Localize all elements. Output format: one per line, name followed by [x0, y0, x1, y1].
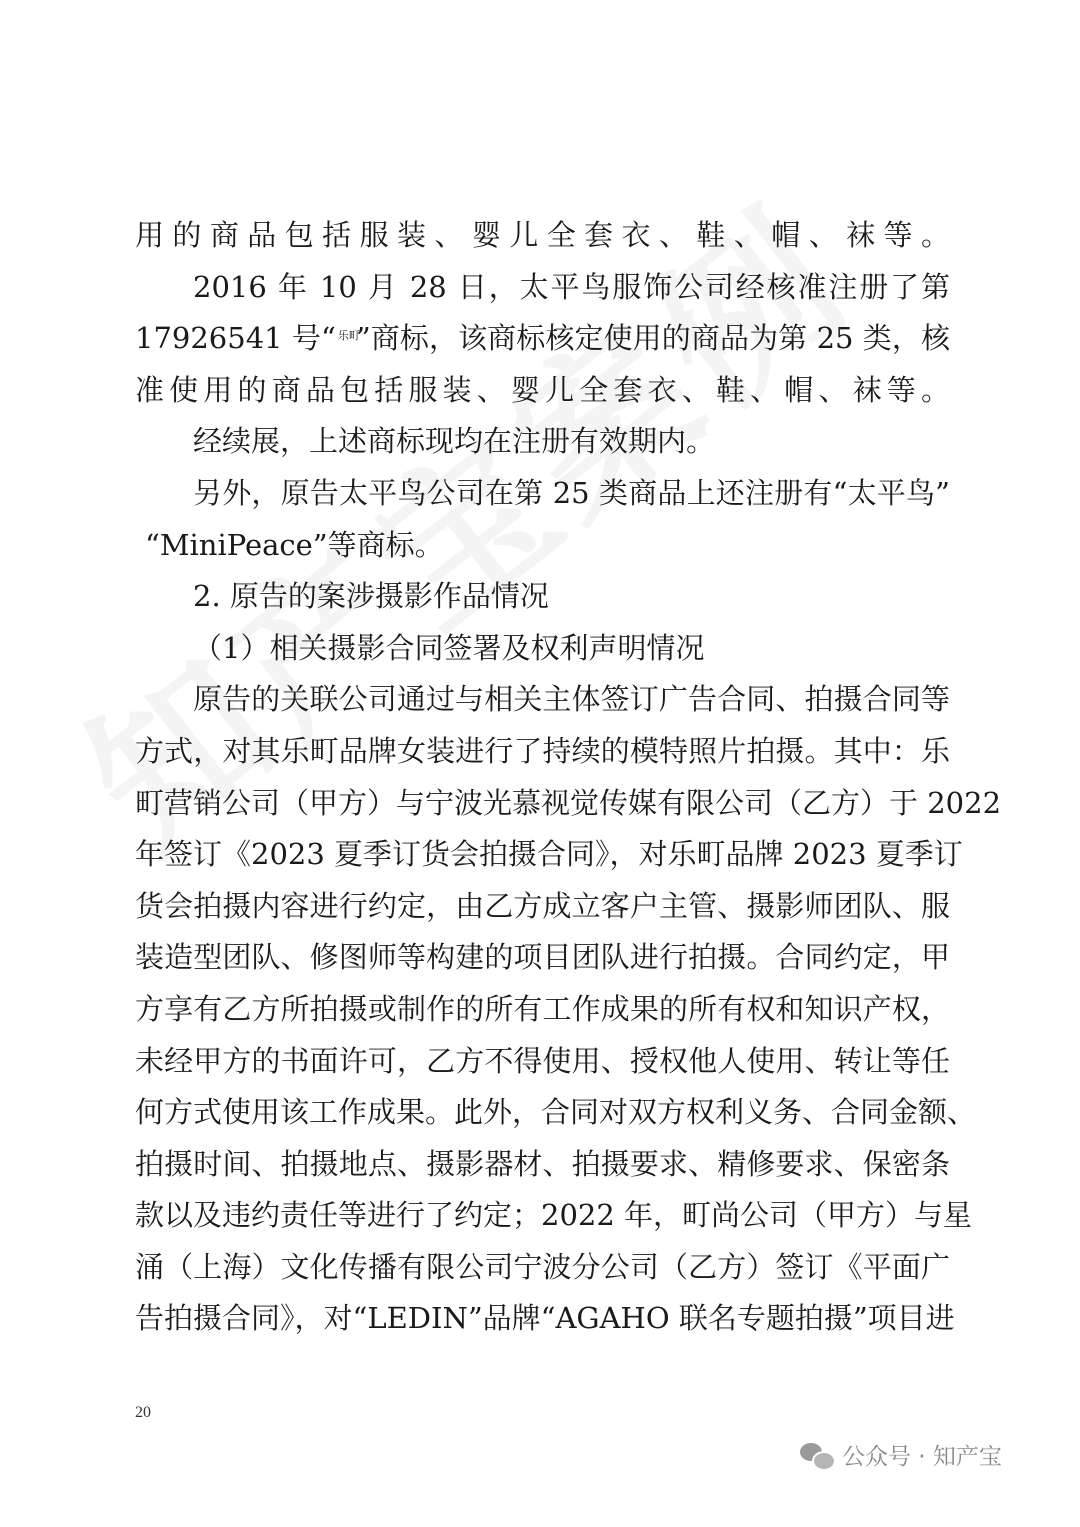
text-line: 年签订《2023 夏季订货会拍摄合同》，对乐町品牌 2023 夏季订 — [135, 837, 963, 872]
text-line: 2016 年 10 月 28 日，太平鸟服饰公司经核准注册了第 — [193, 269, 950, 304]
text-line: 拍摄时间、拍摄地点、摄影器材、拍摄要求、精修要求、保密条 — [135, 1146, 950, 1181]
section-heading: 2. 原告的案涉摄影作品情况 — [193, 579, 549, 614]
text-line: 原告的关联公司通过与相关主体签订广告合同、拍摄合同等 — [193, 682, 950, 717]
text-line: 涌（上海）文化传播有限公司宁波分公司（乙方）签订《平面广 — [135, 1249, 950, 1284]
text-line: 准使用的商品包括服装、婴儿全套衣、鞋、帽、袜等。 — [135, 372, 950, 407]
text-line: 何方式使用该工作成果。此外，合同对双方权利义务、合同金额、 — [135, 1095, 977, 1130]
text-line: 告拍摄合同》，对“LEDIN”品牌“AGAHO 联名专题拍摄”项目进 — [135, 1301, 955, 1336]
text-segment: 17926541 号“ — [135, 321, 336, 356]
text-line: 另外，原告太平鸟公司在第 25 类商品上还注册有“太平鸟” — [193, 475, 950, 510]
text-line: 方享有乙方所拍摄或制作的所有工作成果的所有权和知识产权， — [135, 991, 950, 1026]
text-line: 货会拍摄内容进行约定，由乙方成立客户主管、摄影师团队、服 — [135, 888, 950, 923]
text-line: 方式，对其乐町品牌女装进行了持续的模特照片拍摄。其中：乐 — [135, 733, 950, 768]
account-name: 公众号 · 知产宝 — [842, 1444, 1002, 1470]
text-line: 町营销公司（甲方）与宁波光慕视觉传媒有限公司（乙方）于 2022 — [135, 785, 1002, 820]
text-line: “MiniPeace”等商标。 — [145, 527, 444, 562]
text-segment: ”商标，该商标核定使用的商品为第 25 类，核 — [355, 321, 950, 356]
wechat-account-badge — [800, 1438, 1002, 1471]
subsection-heading: （1）相关摄影合同签署及权利声明情况 — [193, 630, 705, 665]
trademark-logo: 乐町 — [337, 329, 360, 343]
page-number: 20 — [135, 1404, 151, 1421]
text-line: 经续展，上述商标现均在注册有效期内。 — [193, 424, 716, 459]
text-line-with-logo — [135, 313, 950, 365]
text-line: 装造型团队、修图师等构建的项目团队进行拍摄。合同约定，甲 — [135, 940, 950, 975]
text-line: 款以及违约责任等进行了约定；2022 年，町尚公司（甲方）与星 — [135, 1198, 973, 1233]
body-text — [135, 210, 1002, 1345]
wechat-icon — [800, 1441, 834, 1469]
text-line: 未经甲方的书面许可，乙方不得使用、授权他人使用、转让等任 — [135, 1043, 950, 1078]
text-line: 用的商品包括服装、婴儿全套衣、鞋、帽、袜等。 — [135, 218, 950, 252]
